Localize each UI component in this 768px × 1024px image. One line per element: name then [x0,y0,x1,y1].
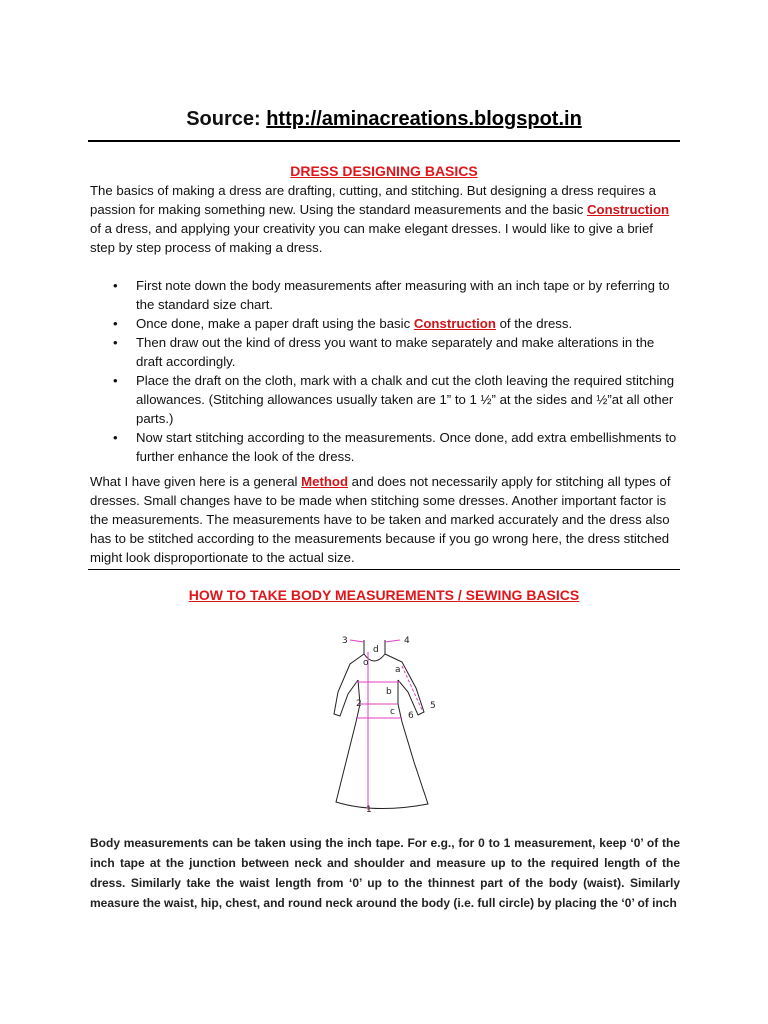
diagram-label-4: 4 [404,636,410,646]
section-title-measurements: HOW TO TAKE BODY MEASUREMENTS / SEWING BASICS [188,587,580,603]
dress-body-outline [336,680,428,809]
diagram-label-d: d [373,645,379,655]
construction-link[interactable]: Construction [413,316,496,331]
top-divider [88,140,680,142]
list-item: • Once done, make a paper draft using the basic Construction of the dress. [113,316,573,331]
source-link[interactable]: http://aminacreations.blogspot.in [266,108,582,130]
steps-list [90,276,680,466]
diagram-label-5: 5 [430,701,436,711]
method-link[interactable]: Method [301,474,349,489]
intro-text-1: The basics of making a dress are drafting, cutting, and stitching. But designing a dress requires a passion for making something new. Using the standard measurements and the basic [90,183,656,217]
closing-text-1: What I have given here is a general [90,474,302,489]
diagram-label-b: b [386,687,392,697]
measurements-paragraph: Body measurements can be taken using the inch tape. For e.g., for 0 to 1 measurement, keep ‘0’ of the inch tape at the junction between neck and shoulder and measure up to the required length of the dress. Similarly take the waist length from ‘0’ up to the thinnest part of the body (waist). Similarly measure the waist, hip, chest, and round neck around the body (i.e. full circle) by placing the ‘0’ of inch [90,836,680,910]
list-item: • First note down the body measurements after measuring with an inch tape or by referring to the standard size chart. [113,278,670,312]
list-item: • Then draw out the kind of dress you want to make separately and make alterations in the draft accordingly. [113,335,655,369]
closing-paragraph [90,472,680,567]
diagram-label-2: 2 [356,699,362,709]
source-line [0,108,768,131]
list-item: • Place the draft on the cloth, mark with a chalk and cut the cloth leaving the required stitching allowances. (Stitching allowances usually taken are 1” to 1 ½” at the sides and ½”at all other parts.) [113,373,675,426]
section-title-dress-designing: DRESS DESIGNING BASICS [290,163,478,179]
neck-right-arrow [385,640,400,642]
section-divider [88,569,680,570]
source-label: Source: [186,108,261,130]
dress-measurement-diagram [320,632,450,822]
diagram-label-c: c [390,707,395,717]
construction-link[interactable]: Construction [587,202,670,217]
diagram-label-o: o [363,658,369,668]
list-item: • Now start stitching according to the measurements. Once done, add extra embellishments to further enhance the look of the dress. [113,430,677,464]
diagram-label-1: 1 [366,805,372,815]
right-sleeve-outline [385,654,424,715]
diagram-label-6: 6 [408,711,414,721]
intro-paragraph [90,181,680,257]
neck-left-arrow [350,640,364,642]
diagram-label-a: a [395,665,401,675]
diagram-label-3: 3 [342,636,348,646]
closing-text-2: and does not necessarily apply for stitching all types of dresses. Small changes have to be made when stitching some dresses. Another important factor is the measurements. The measurements have to be taken and marked accurately and the dress also has to be stitched according to the measurements because if you go wrong here, the dress stitched might look disproportionate to the actual size. [90,474,671,565]
intro-text-2: of a dress, and applying your creativity you can make elegant dresses. I would like to give a brief step by step process of making a dress. [90,221,653,255]
